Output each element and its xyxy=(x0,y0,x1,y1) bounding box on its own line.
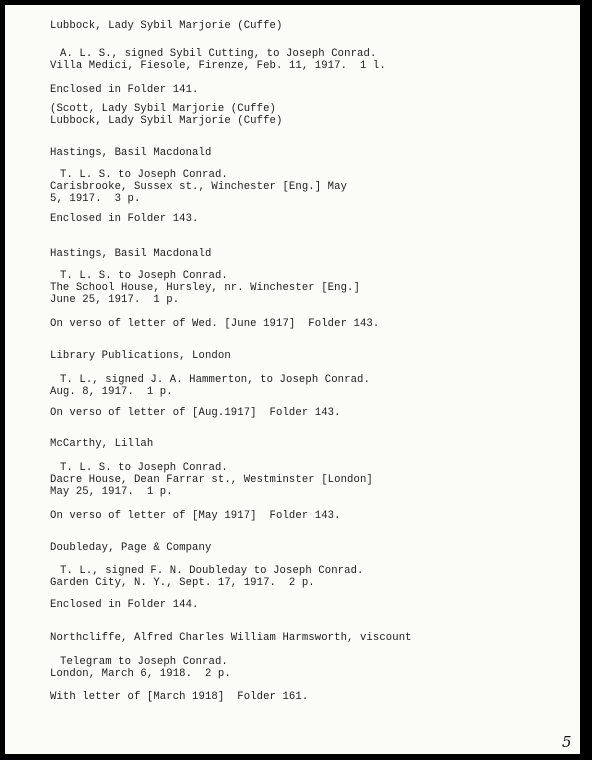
entry-description-line: London, March 6, 1918. 2 p. xyxy=(50,668,231,680)
entry-description-line: Villa Medici, Fiesole, Firenze, Feb. 11, 1917. 1 l. xyxy=(50,60,386,72)
entry-description-line: T. L., signed J. A. Hammerton, to Joseph Conrad. xyxy=(60,374,370,386)
catalog-page xyxy=(5,5,580,754)
entry-description-line: T. L. S. to Joseph Conrad. xyxy=(60,462,228,474)
entry-description-line: June 25, 1917. 1 p. xyxy=(50,294,180,306)
entry-description-line: Garden City, N. Y., Sept. 17, 1917. 2 p. xyxy=(50,577,315,589)
entry-description-line: A. L. S., signed Sybil Cutting, to Joseph Conrad. xyxy=(60,48,377,60)
entry-description-line: T. L., signed F. N. Doubleday to Joseph Conrad. xyxy=(60,565,364,577)
entry-description-line: Aug. 8, 1917. 1 p. xyxy=(50,386,173,398)
entry-note: On verso of letter of [Aug.1917] Folder 143. xyxy=(50,407,341,419)
scan-border xyxy=(580,0,592,760)
entry-heading: Lubbock, Lady Sybil Marjorie (Cuffe) xyxy=(50,20,283,32)
entry-note: Enclosed in Folder 144. xyxy=(50,599,199,611)
entry-description-line: T. L. S. to Joseph Conrad. xyxy=(60,169,228,181)
entry-heading: Hastings, Basil Macdonald xyxy=(50,248,212,260)
entry-description-line: Dacre House, Dean Farrar st., Westminster [London] xyxy=(50,474,373,486)
entry-note: With letter of [March 1918] Folder 161. xyxy=(50,691,309,703)
entry-description-line: 5, 1917. 3 p. xyxy=(50,193,141,205)
entry-heading: Library Publications, London xyxy=(50,350,231,362)
entry-description-line: May 25, 1917. 1 p. xyxy=(50,486,173,498)
entry-heading: McCarthy, Lillah xyxy=(50,438,154,450)
entry-cross-reference: Lubbock, Lady Sybil Marjorie (Cuffe) xyxy=(50,115,283,127)
entry-heading: Hastings, Basil Macdonald xyxy=(50,147,212,159)
entry-cross-reference: (Scott, Lady Sybil Marjorie (Cuffe) xyxy=(50,103,277,115)
entry-note: Enclosed in Folder 143. xyxy=(50,213,199,225)
page-number: 5 xyxy=(562,733,572,751)
entry-heading: Doubleday, Page & Company xyxy=(50,542,212,554)
entry-description-line: T. L. S. to Joseph Conrad. xyxy=(60,270,228,282)
entry-heading: Northcliffe, Alfred Charles William Harmsworth, viscount xyxy=(50,632,412,644)
entry-note: Enclosed in Folder 141. xyxy=(50,84,199,96)
entry-note: On verso of letter of [May 1917] Folder 143. xyxy=(50,510,341,522)
entry-description-line: The School House, Hursley, nr. Winchester [Eng.] xyxy=(50,282,360,294)
entry-description-line: Carisbrooke, Sussex st., Winchester [Eng.] May xyxy=(50,181,348,193)
entry-description-line: Telegram to Joseph Conrad. xyxy=(60,656,228,668)
entry-note: On verso of letter of Wed. [June 1917] Folder 143. xyxy=(50,318,380,330)
